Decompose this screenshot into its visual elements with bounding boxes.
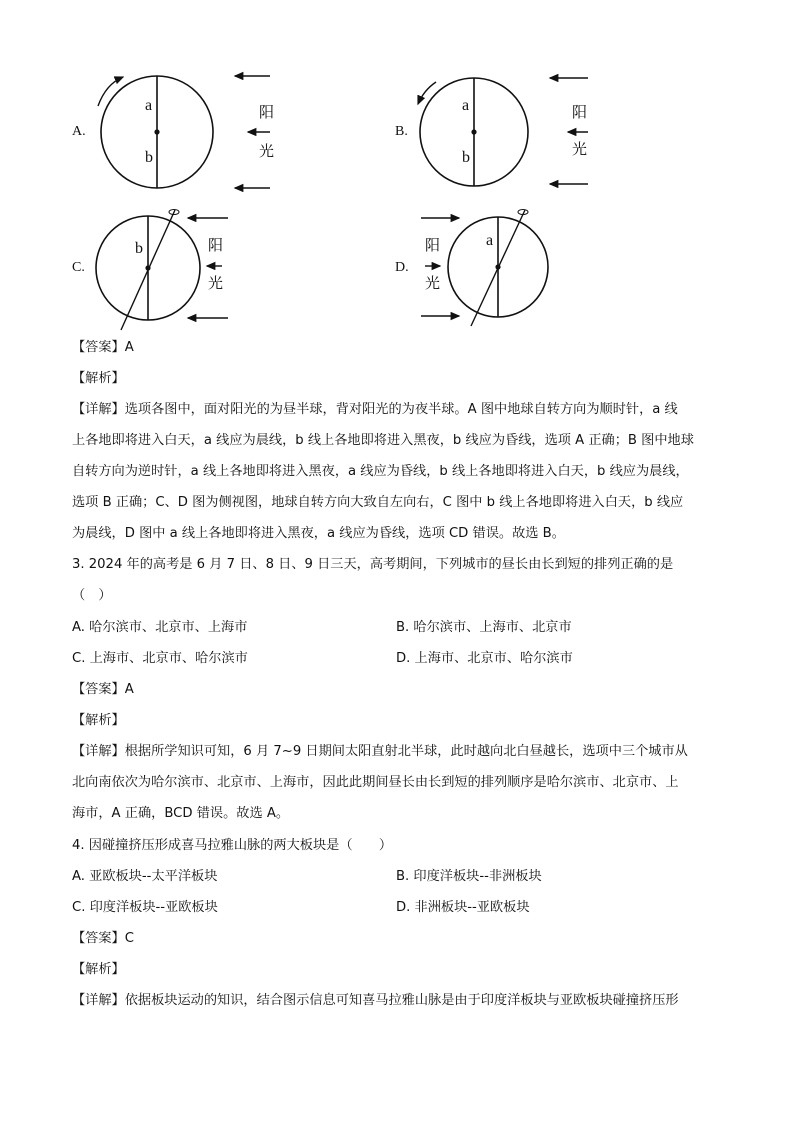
q3-option-a: A. 哈尔滨市、北京市、上海市 — [72, 620, 248, 635]
q2-detail-line: 上各地即将进入白天，a 线应为晨线，b 线上各地即将进入黑夜，b 线应为昏线，选项 A 正确；B 图中地球 — [72, 433, 694, 448]
sun-label: 阳 — [572, 105, 588, 121]
label-a: a — [486, 232, 494, 249]
q4-detail-line: 【详解】依据板块运动的知识，结合图示信息可知喜马拉雅山脉是由于印度洋板块与亚欧板块碰撞挤压形 — [72, 993, 679, 1008]
label-b: b — [462, 149, 470, 166]
figure-b-letter: B. — [395, 124, 408, 139]
sun-label: 光 — [208, 276, 224, 292]
label-a: a — [462, 97, 470, 114]
label-b: b — [145, 149, 153, 166]
sun-label: 光 — [259, 144, 275, 160]
q3-detail-line: 北向南依次为哈尔滨市、北京市、上海市，因此此期间昼长由长到短的排列顺序是哈尔滨市、北京市、上 — [72, 775, 679, 790]
rotation-arrow-counterclockwise — [418, 82, 436, 104]
figure-d-letter: D. — [395, 260, 409, 275]
figure-b-diagram — [410, 70, 610, 195]
q2-analysis-heading: 【解析】 — [72, 371, 125, 386]
q4-analysis-heading: 【解析】 — [72, 962, 125, 977]
figure-c-diagram — [90, 208, 290, 333]
sun-label: 阳 — [208, 238, 224, 254]
q4-option-d: D. 非洲板块--亚欧板块 — [396, 900, 530, 915]
q3-question-blank: （ ） — [72, 588, 112, 603]
figure-d-diagram — [415, 208, 615, 333]
q3-answer: 【答案】A — [72, 682, 134, 697]
sun-label: 光 — [572, 142, 588, 158]
q4-option-a: A. 亚欧板块--太平洋板块 — [72, 869, 218, 884]
figure-a-letter: A. — [72, 124, 86, 139]
q3-option-d: D. 上海市、北京市、哈尔滨市 — [396, 651, 573, 666]
q4-question: 4. 因碰撞挤压形成喜马拉雅山脉的两大板块是（ ） — [72, 838, 393, 853]
q4-answer: 【答案】C — [72, 931, 134, 946]
q4-option-c: C. 印度洋板块--亚欧板块 — [72, 900, 218, 915]
q2-detail-line: 【详解】选项各图中，面对阳光的为昼半球，背对阳光的为夜半球。A 图中地球自转方向为顺时针，a 线 — [72, 402, 678, 417]
label-a: a — [145, 97, 153, 114]
figure-a-diagram — [90, 70, 290, 195]
q4-option-b: B. 印度洋板块--非洲板块 — [396, 869, 542, 884]
q3-option-c: C. 上海市、北京市、哈尔滨市 — [72, 651, 248, 666]
sun-label: 阳 — [425, 238, 441, 254]
q3-detail-line: 海市，A 正确，BCD 错误。故选 A。 — [72, 806, 290, 821]
label-b: b — [135, 240, 143, 257]
q3-question: 3. 2024 年的高考是 6 月 7 日、8 日、9 日三天，高考期间，下列城市的昼长由长到短的排列正确的是 — [72, 557, 674, 572]
q2-detail-line: 为晨线，D 图中 a 线上各地即将进入黑夜，a 线应为昏线，选项 CD 错误。故选 B。 — [72, 526, 565, 541]
q3-analysis-heading: 【解析】 — [72, 713, 125, 728]
sun-label: 光 — [425, 276, 441, 292]
q2-answer: 【答案】A — [72, 340, 134, 355]
q3-detail-line: 【详解】根据所学知识可知，6 月 7~9 日期间太阳直射北半球，此时越向北白昼越长，选项中三个城市从 — [72, 744, 688, 759]
sun-label: 阳 — [259, 105, 275, 121]
q2-detail-line: 选项 B 正确；C、D 图为侧视图，地球自转方向大致自左向右，C 图中 b 线上各地即将进入白天，b 线应 — [72, 495, 684, 510]
figure-c-letter: C. — [72, 260, 85, 275]
q2-detail-line: 自转方向为逆时针，a 线上各地即将进入黑夜，a 线应为昏线，b 线上各地即将进入白天，b 线应为晨线， — [72, 464, 689, 479]
figure-options — [60, 70, 588, 340]
q3-option-b: B. 哈尔滨市、上海市、北京市 — [396, 620, 572, 635]
